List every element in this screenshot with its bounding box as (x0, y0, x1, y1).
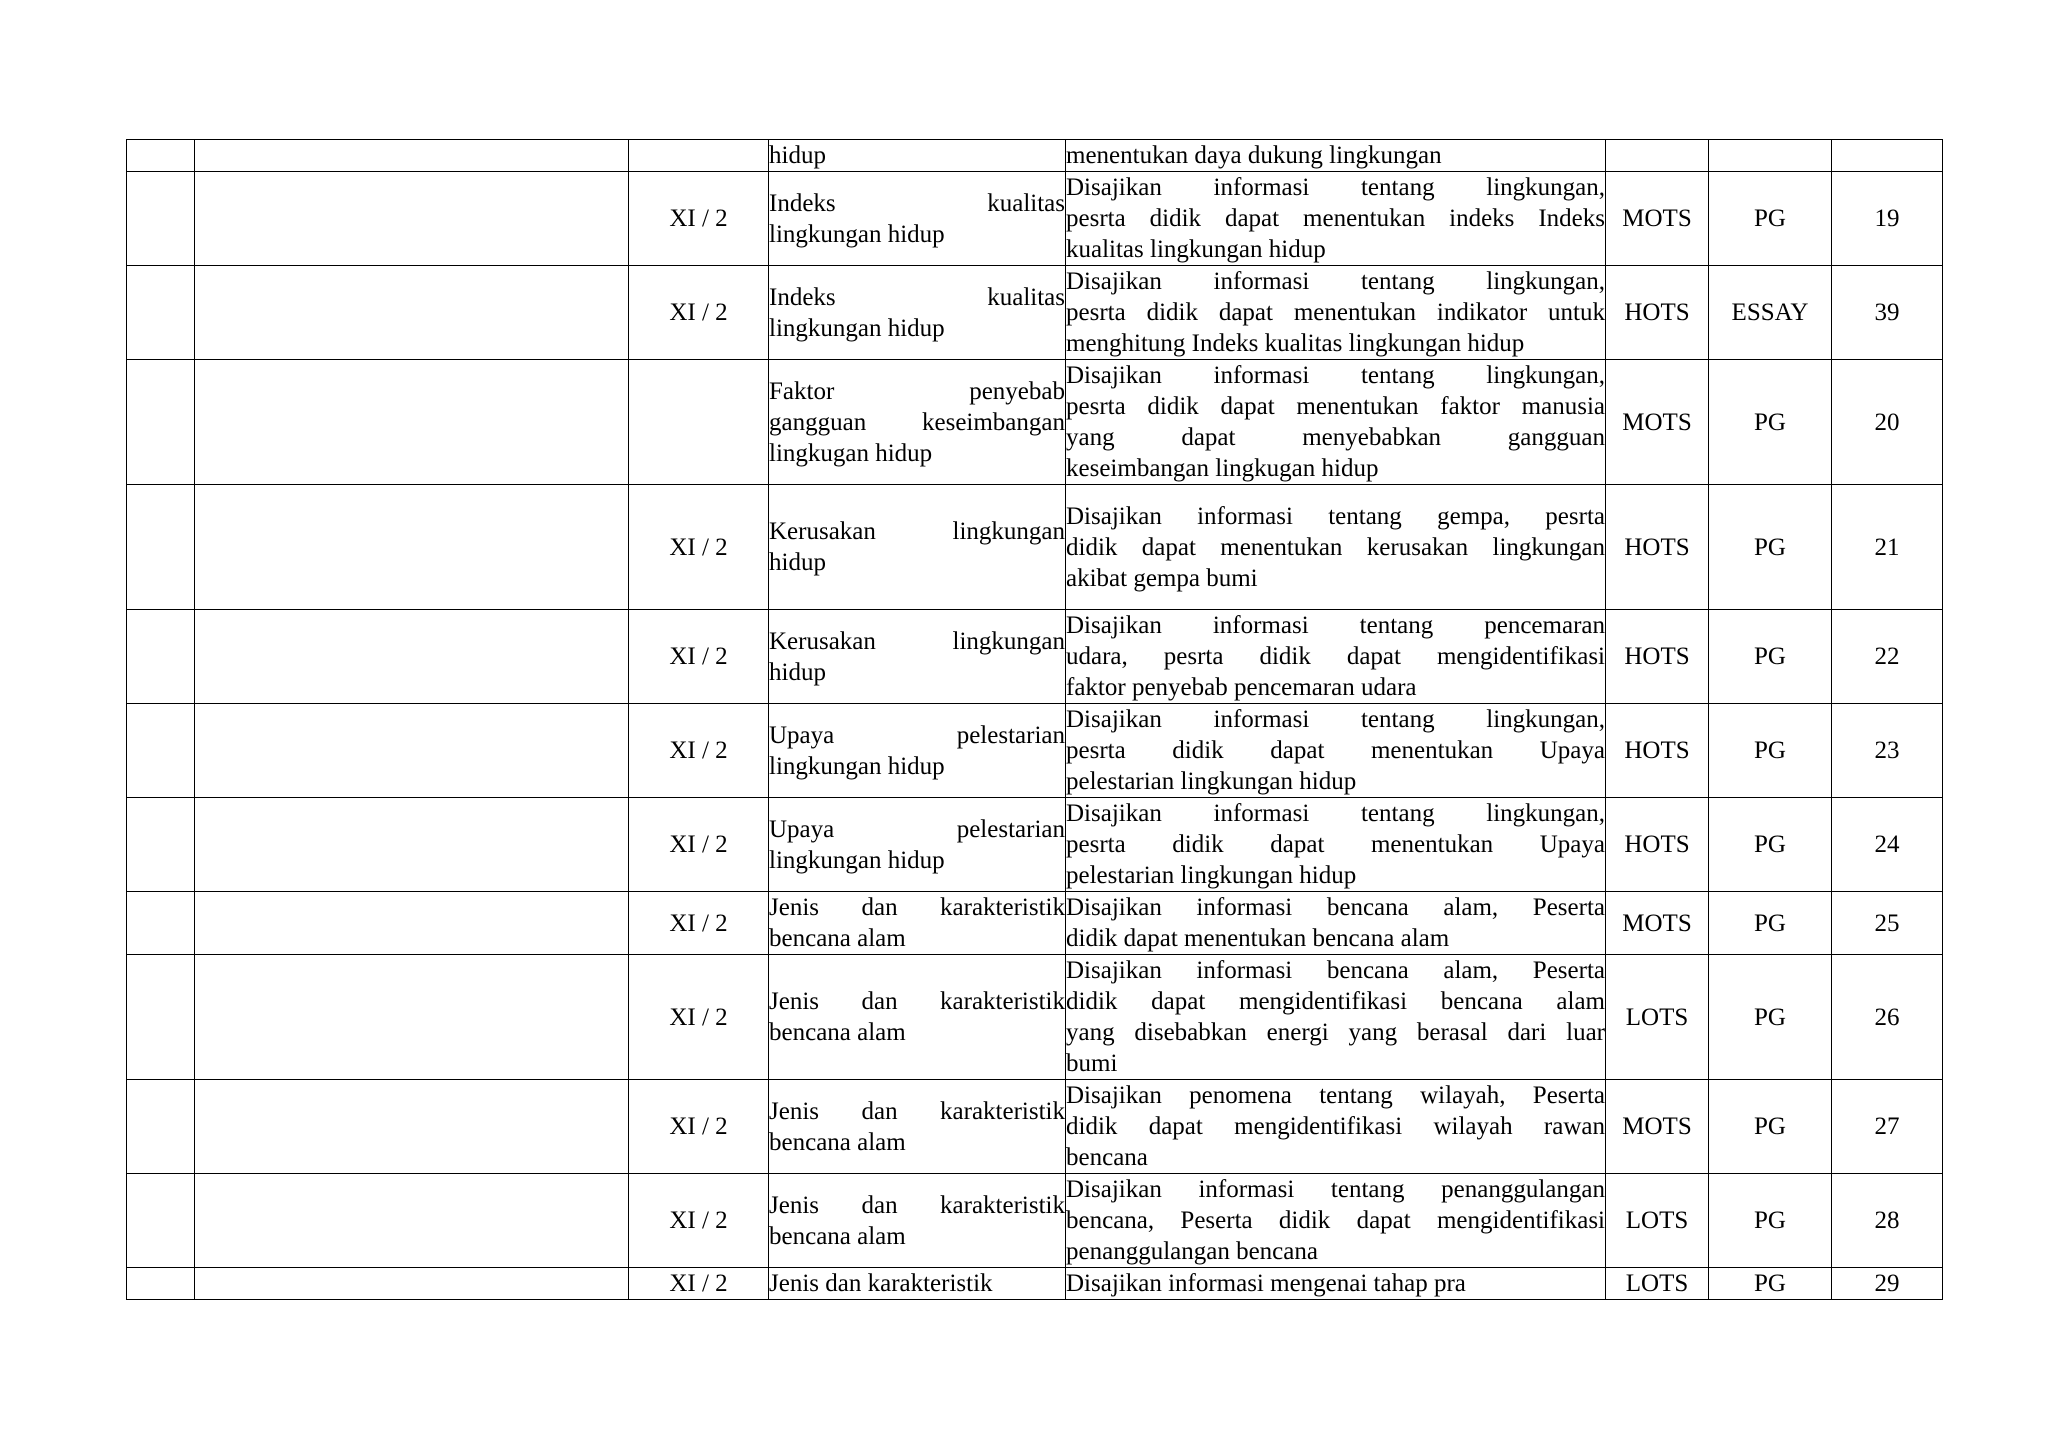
kompetensi-cell (195, 1080, 629, 1174)
kelas-cell: XI / 2 (629, 1080, 769, 1174)
indikator-line: didik dapat mengidentifikasi wilayah rawan (1066, 1113, 1605, 1140)
no-cell (127, 955, 195, 1080)
materi-line: lingkugan hidup (769, 439, 933, 467)
indikator-line: Disajikan informasi tentang lingkungan, (1066, 800, 1605, 827)
materi-cell (769, 172, 1066, 266)
kelas-cell: XI / 2 (629, 1268, 769, 1300)
level-cell: HOTS (1606, 798, 1709, 892)
level-cell: HOTS (1606, 704, 1709, 798)
table-row (127, 172, 1943, 266)
kelas-cell (629, 140, 769, 172)
indikator-line: Disajikan informasi tentang lingkungan, (1066, 268, 1605, 295)
table-row (127, 485, 1943, 610)
indikator-line: pesrta didik dapat menentukan indeks Indeks (1066, 205, 1605, 232)
indikator-cell (1066, 266, 1606, 360)
materi-line: Jenis dan karakteristik (769, 1270, 993, 1297)
materi-line: hidup (769, 142, 826, 169)
materi-line: gangguan keseimbangan (769, 408, 1065, 436)
table-row (127, 610, 1943, 704)
indikator-line: pesrta didik dapat menentukan faktor manusia (1066, 393, 1605, 420)
no-cell (127, 892, 195, 955)
materi-line: Kerusakan lingkungan (769, 627, 1065, 655)
nomor-soal-cell: 23 (1832, 704, 1943, 798)
kelas-cell: XI / 2 (629, 798, 769, 892)
bentuk-soal-cell: ESSAY (1709, 266, 1832, 360)
indikator-cell (1066, 892, 1606, 955)
materi-cell (769, 704, 1066, 798)
bentuk-soal-cell: PG (1709, 892, 1832, 955)
kelas-cell (629, 360, 769, 485)
level-cell (1606, 140, 1709, 172)
bentuk-soal-cell: PG (1709, 485, 1832, 610)
bentuk-soal-cell: PG (1709, 1174, 1832, 1268)
kompetensi-cell (195, 955, 629, 1080)
kelas-cell: XI / 2 (629, 610, 769, 704)
nomor-soal-cell (1832, 140, 1943, 172)
indikator-line: Disajikan informasi tentang gempa, pesrta (1066, 502, 1605, 530)
kompetensi-cell (195, 1268, 629, 1300)
bentuk-soal-cell: PG (1709, 610, 1832, 704)
indikator-cell (1066, 798, 1606, 892)
table-row (127, 892, 1943, 955)
materi-line: hidup (769, 658, 826, 686)
bentuk-soal-cell: PG (1709, 955, 1832, 1080)
materi-cell (769, 955, 1066, 1080)
nomor-soal-cell: 24 (1832, 798, 1943, 892)
table-row (127, 360, 1943, 485)
kelas-cell: XI / 2 (629, 955, 769, 1080)
indikator-line: didik dapat menentukan kerusakan lingkungan (1066, 533, 1605, 561)
level-cell: HOTS (1606, 610, 1709, 704)
indikator-line: Disajikan penomena tentang wilayah, Peserta (1066, 1082, 1605, 1109)
no-cell (127, 704, 195, 798)
materi-line: lingkungan hidup (769, 752, 945, 780)
kelas-cell: XI / 2 (629, 172, 769, 266)
materi-cell (769, 1268, 1066, 1300)
nomor-soal-cell: 27 (1832, 1080, 1943, 1174)
materi-line: bencana alam (769, 1019, 906, 1046)
question-grid-table (126, 139, 1943, 1300)
nomor-soal-cell: 39 (1832, 266, 1943, 360)
nomor-soal-cell: 21 (1832, 485, 1943, 610)
nomor-soal-cell: 22 (1832, 610, 1943, 704)
bentuk-soal-cell: PG (1709, 1080, 1832, 1174)
no-cell (127, 485, 195, 610)
materi-cell (769, 266, 1066, 360)
kelas-cell: XI / 2 (629, 1174, 769, 1268)
kompetensi-cell (195, 704, 629, 798)
indikator-line: bencana (1066, 1144, 1148, 1171)
indikator-cell (1066, 1268, 1606, 1300)
table-row (127, 1174, 1943, 1268)
indikator-line: Disajikan informasi tentang penanggulangan (1066, 1176, 1605, 1203)
indikator-line: menghitung Indeks kualitas lingkungan hidup (1066, 330, 1525, 357)
bentuk-soal-cell: PG (1709, 360, 1832, 485)
level-cell: MOTS (1606, 892, 1709, 955)
indikator-line: pesrta didik dapat menentukan Upaya (1066, 831, 1605, 858)
level-cell: LOTS (1606, 1268, 1709, 1300)
no-cell (127, 1268, 195, 1300)
table-row (127, 955, 1943, 1080)
indikator-line: bumi (1066, 1050, 1118, 1077)
indikator-line: didik dapat mengidentifikasi bencana alam (1066, 988, 1605, 1015)
no-cell (127, 140, 195, 172)
indikator-line: Disajikan informasi tentang lingkungan, (1066, 174, 1605, 201)
no-cell (127, 172, 195, 266)
indikator-cell (1066, 1080, 1606, 1174)
nomor-soal-cell: 28 (1832, 1174, 1943, 1268)
indikator-cell (1066, 610, 1606, 704)
materi-cell (769, 892, 1066, 955)
indikator-line: Disajikan informasi tentang lingkungan, (1066, 362, 1605, 389)
table-row (127, 1080, 1943, 1174)
materi-line: lingkungan hidup (769, 314, 945, 342)
indikator-line: pelestarian lingkungan hidup (1066, 768, 1357, 795)
level-cell: HOTS (1606, 266, 1709, 360)
indikator-line: Disajikan informasi tentang lingkungan, (1066, 706, 1605, 733)
kompetensi-cell (195, 360, 629, 485)
materi-cell (769, 1080, 1066, 1174)
indikator-cell (1066, 360, 1606, 485)
kompetensi-cell (195, 485, 629, 610)
kelas-cell: XI / 2 (629, 704, 769, 798)
materi-line: Jenis dan karakteristik (769, 1097, 1065, 1125)
no-cell (127, 610, 195, 704)
table-row (127, 266, 1943, 360)
indikator-line: yang dapat menyebabkan gangguan (1066, 424, 1605, 451)
indikator-line: Disajikan informasi tentang pencemaran (1066, 612, 1605, 639)
level-cell: MOTS (1606, 172, 1709, 266)
indikator-line: akibat gempa bumi (1066, 564, 1258, 592)
materi-line: bencana alam (769, 1222, 906, 1250)
kompetensi-cell (195, 1174, 629, 1268)
materi-cell (769, 360, 1066, 485)
materi-cell (769, 1174, 1066, 1268)
indikator-line: menentukan daya dukung lingkungan (1066, 142, 1442, 169)
kelas-cell: XI / 2 (629, 266, 769, 360)
nomor-soal-cell: 26 (1832, 955, 1943, 1080)
indikator-line: bencana, Peserta didik dapat mengidentifikasi (1066, 1207, 1605, 1234)
materi-line: lingkungan hidup (769, 220, 945, 248)
kelas-cell: XI / 2 (629, 892, 769, 955)
no-cell (127, 360, 195, 485)
kompetensi-cell (195, 892, 629, 955)
nomor-soal-cell: 25 (1832, 892, 1943, 955)
materi-line: Upaya pelestarian (769, 721, 1065, 749)
level-cell: MOTS (1606, 360, 1709, 485)
materi-line: lingkungan hidup (769, 846, 945, 874)
level-cell: LOTS (1606, 1174, 1709, 1268)
indikator-cell (1066, 140, 1606, 172)
kompetensi-cell (195, 610, 629, 704)
indikator-line: udara, pesrta didik dapat mengidentifikasi (1066, 643, 1605, 670)
materi-line: Jenis dan karakteristik (769, 894, 1065, 921)
materi-line: Jenis dan karakteristik (769, 988, 1065, 1015)
materi-cell (769, 610, 1066, 704)
materi-line: Kerusakan lingkungan (769, 518, 1065, 545)
indikator-line: Disajikan informasi mengenai tahap pra (1066, 1270, 1466, 1297)
table-row (127, 1268, 1943, 1300)
indikator-line: Disajikan informasi bencana alam, Peserta (1066, 894, 1605, 921)
indikator-line: yang disebabkan energi yang berasal dari luar (1066, 1019, 1605, 1046)
table-row (127, 704, 1943, 798)
level-cell: MOTS (1606, 1080, 1709, 1174)
materi-line: Jenis dan karakteristik (769, 1191, 1065, 1219)
indikator-line: pelestarian lingkungan hidup (1066, 862, 1357, 889)
no-cell (127, 798, 195, 892)
materi-cell (769, 485, 1066, 610)
nomor-soal-cell: 19 (1832, 172, 1943, 266)
indikator-cell (1066, 485, 1606, 610)
materi-cell (769, 140, 1066, 172)
indikator-line: faktor penyebab pencemaran udara (1066, 674, 1417, 701)
materi-line: Faktor penyebab (769, 377, 1065, 405)
indikator-cell (1066, 172, 1606, 266)
indikator-line: keseimbangan lingkugan hidup (1066, 455, 1379, 482)
indikator-line: didik dapat menentukan bencana alam (1066, 925, 1450, 952)
kompetensi-cell (195, 172, 629, 266)
no-cell (127, 1174, 195, 1268)
materi-line: Upaya pelestarian (769, 815, 1065, 843)
grid-body (127, 140, 1943, 1300)
indikator-cell (1066, 955, 1606, 1080)
indikator-line: penanggulangan bencana (1066, 1238, 1318, 1265)
materi-line: Indeks kualitas (769, 283, 1065, 311)
bentuk-soal-cell: PG (1709, 798, 1832, 892)
indikator-line: pesrta didik dapat menentukan indikator untuk (1066, 299, 1605, 326)
kelas-cell: XI / 2 (629, 485, 769, 610)
kompetensi-cell (195, 266, 629, 360)
no-cell (127, 1080, 195, 1174)
indikator-cell (1066, 1174, 1606, 1268)
bentuk-soal-cell: PG (1709, 172, 1832, 266)
kompetensi-cell (195, 798, 629, 892)
no-cell (127, 266, 195, 360)
materi-line: bencana alam (769, 925, 906, 952)
materi-line: hidup (769, 549, 826, 576)
indikator-line: pesrta didik dapat menentukan Upaya (1066, 737, 1605, 764)
bentuk-soal-cell (1709, 140, 1832, 172)
table-row (127, 798, 1943, 892)
table-row (127, 140, 1943, 172)
bentuk-soal-cell: PG (1709, 1268, 1832, 1300)
materi-line: bencana alam (769, 1128, 906, 1156)
nomor-soal-cell: 20 (1832, 360, 1943, 485)
indikator-line: kualitas lingkungan hidup (1066, 236, 1326, 263)
nomor-soal-cell: 29 (1832, 1268, 1943, 1300)
kompetensi-cell (195, 140, 629, 172)
indikator-cell (1066, 704, 1606, 798)
bentuk-soal-cell: PG (1709, 704, 1832, 798)
level-cell: HOTS (1606, 485, 1709, 610)
indikator-line: Disajikan informasi bencana alam, Peserta (1066, 957, 1605, 984)
materi-line: Indeks kualitas (769, 189, 1065, 217)
level-cell: LOTS (1606, 955, 1709, 1080)
materi-cell (769, 798, 1066, 892)
